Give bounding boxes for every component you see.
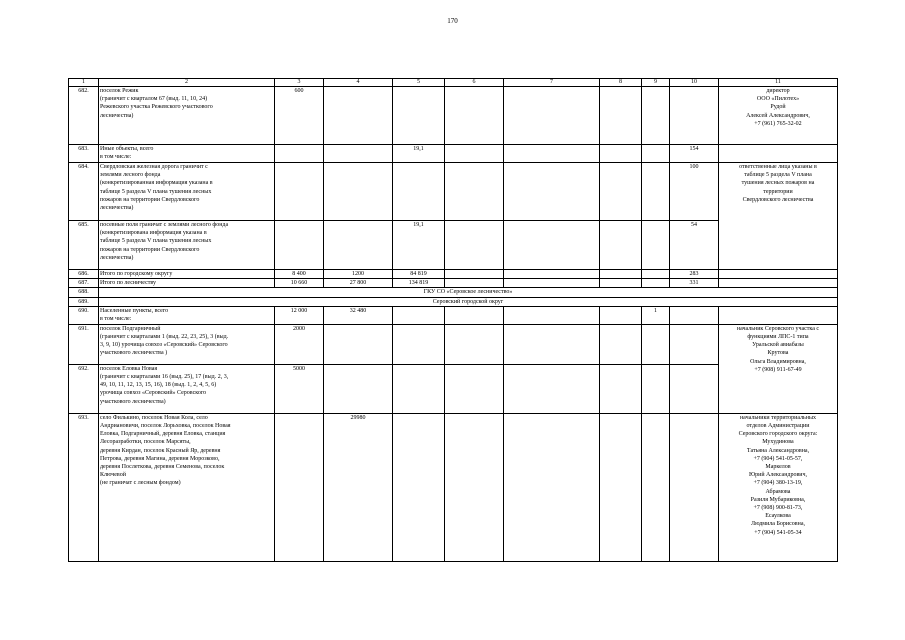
row-contact: начальник Серовского участка с функциями ЛПС-1 типа Уральской авиабазы Крутова Ольга Владимировна, +7 (908) 911-67-49 <box>719 324 838 413</box>
row-description: посевные поля граничат с землями лесного фонда (конкретизирована информация указана в таблице 5 раздела V плана тушения лесных пожаров на территории Свердловского лесничества) <box>99 221 275 270</box>
cell-col5: 84 819 <box>393 270 445 279</box>
cell-col10: 283 <box>670 270 719 279</box>
table-row <box>69 297 838 306</box>
row-number: 693. <box>69 413 99 561</box>
header-row <box>69 79 838 87</box>
cell-col4: 1200 <box>324 270 393 279</box>
col-header: 5 <box>393 79 445 87</box>
row-description: село Филькино, поселок Новая Кола, село Андриановичи, поселок Лорьховка, поселок Новая Еловка, Подгарничный, деревня Еловка, станция Лесоразработки, поселок Марсяты, деревня Кирдан, поселок Красный Яр, деревня Петрова, деревня Магина, деревня Морозково, деревня Послеткова, деревня Семенова, поселок Ключевой (не граничат с лесным фондом) <box>99 413 275 561</box>
row-number: 682. <box>69 87 99 145</box>
cell-col10: 154 <box>670 145 719 163</box>
row-number: 688. <box>69 288 99 297</box>
cell-col5: 19,1 <box>393 221 445 270</box>
cell-col4: 29980 <box>324 413 393 561</box>
row-description: поселок Подгарничный (граничит с кварталами 1 (выд. 22, 23, 25), 3 (выд. 3, 9, 10) урочища совхоз «Серовский» Серовского участкового лесничества ) <box>99 324 275 364</box>
row-number: 687. <box>69 279 99 288</box>
table-row <box>69 163 838 221</box>
row-number: 692. <box>69 364 99 413</box>
table-row <box>69 324 838 364</box>
cell-col4: 27 800 <box>324 279 393 288</box>
cell-col5: 19,1 <box>393 145 445 163</box>
section-heading: ГКУ СО «Серовское лесничество» <box>99 288 838 297</box>
col-header: 3 <box>275 79 324 87</box>
row-number: 686. <box>69 270 99 279</box>
row-description: Итого по городскому округу <box>99 270 275 279</box>
cell-col9: 1 <box>642 306 670 324</box>
cell-col3: 5000 <box>275 364 324 413</box>
table-row <box>69 279 838 288</box>
row-number: 684. <box>69 163 99 221</box>
table-row <box>69 288 838 297</box>
cell-col10: 54 <box>670 221 719 270</box>
fire-plan-table <box>68 78 838 562</box>
col-header: 7 <box>504 79 600 87</box>
col-header: 11 <box>719 79 838 87</box>
row-description: Итого по лесничеству <box>99 279 275 288</box>
col-header: 1 <box>69 79 99 87</box>
row-number: 691. <box>69 324 99 364</box>
table-row <box>69 270 838 279</box>
cell-col3: 600 <box>275 87 324 145</box>
row-description: Населенные пункты, всего в том числе: <box>99 306 275 324</box>
section-heading: Серовский городской округ <box>99 297 838 306</box>
row-contact: начальники территориальных отделов Администрации Серовского гoродского округа: Мухудинова Татьяна Александровна, +7 (904) 541-05-57, Маркелов Юрий Александрович, +7 (904) 380-13-19, Абрамова Разиля Мубариковна, +7 (908) 900-81-73, Есаулкова Людмила Борисовна, +7 (904) 541-05-34 <box>719 413 838 561</box>
cell-col5: 134 819 <box>393 279 445 288</box>
row-description: поселок Еловка Новая (граничит с кварталами 16 (выд. 25), 17 (выд. 2, 3, 49, 10, 11, 12, 13, 15, 16), 18 (выд. 1, 2, 4, 5, 6) урочища совхоз «Серовский» Серовского участкового лесничества) <box>99 364 275 413</box>
cell-col10: 100 <box>670 163 719 221</box>
cell-col3: 2000 <box>275 324 324 364</box>
row-number: 685. <box>69 221 99 270</box>
row-description: Свердловская железная дорога граничит с землями лесного фонда (конкретизированная информация указана в таблице 5 раздела V плана тушения лесных пожаров на территории Свердловского лесничества) <box>99 163 275 221</box>
table-row <box>69 413 838 561</box>
cell-col10: 331 <box>670 279 719 288</box>
row-number: 689. <box>69 297 99 306</box>
page-number: 170 <box>447 17 458 25</box>
col-header: 8 <box>600 79 642 87</box>
table-row <box>69 145 838 163</box>
table-row <box>69 306 838 324</box>
col-header: 6 <box>445 79 504 87</box>
col-header: 4 <box>324 79 393 87</box>
table-row <box>69 87 838 145</box>
col-header: 9 <box>642 79 670 87</box>
cell-col3: 12 000 <box>275 306 324 324</box>
row-description: поселок Режик (граничит с кварталом 67 (выд. 11, 10, 24) Режевского участка Режевского участкового лесничества) <box>99 87 275 145</box>
cell-col3: 8 400 <box>275 270 324 279</box>
row-description: Иные объекты, всего в том числе: <box>99 145 275 163</box>
col-header: 2 <box>99 79 275 87</box>
row-number: 683. <box>69 145 99 163</box>
cell-col4: 32 480 <box>324 306 393 324</box>
col-header: 10 <box>670 79 719 87</box>
row-contact: директор ООО «Пилотех» Рудой Алексей Александрович, +7 (961) 765-32-02 <box>719 87 838 145</box>
row-number: 690. <box>69 306 99 324</box>
row-contact: ответственные лица указаны в таблице 5 раздела V плана тушения лесных пожаров на территории Свердловского лесничества <box>719 163 838 270</box>
cell-col3: 10 660 <box>275 279 324 288</box>
